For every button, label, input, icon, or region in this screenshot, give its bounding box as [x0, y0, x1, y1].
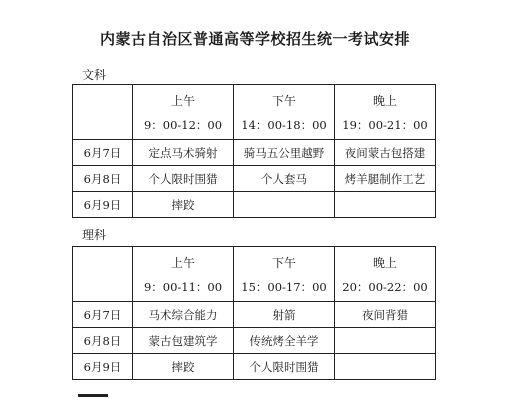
period-name: 晚上: [372, 255, 397, 270]
event-cell: [335, 328, 436, 354]
table-row: [73, 328, 436, 354]
event-cell: 夜间蒙古包搭建: [335, 140, 436, 166]
table-row: [73, 302, 436, 328]
event-cell: 夜间背猎: [335, 302, 436, 328]
period-header-afternoon: [234, 247, 335, 302]
table-row: [73, 140, 436, 166]
schedule-table-wenke: [72, 84, 436, 218]
date-cell: 6月9日: [73, 192, 133, 218]
event-cell: 马术综合能力: [133, 302, 234, 328]
period-header-evening: [335, 247, 436, 302]
corner-cell: [73, 85, 133, 140]
period-time: 20：00-22：00: [342, 279, 428, 294]
period-name: 上午: [170, 93, 195, 108]
event-cell: 定点马术骑射: [133, 140, 234, 166]
date-cell: 6月9日: [73, 354, 133, 380]
event-cell: [234, 192, 335, 218]
event-cell: 个人限时围猎: [234, 354, 335, 380]
date-cell: 6月7日: [73, 302, 133, 328]
corner-cell: [73, 247, 133, 302]
event-cell: 摔跤: [133, 192, 234, 218]
period-name: 下午: [271, 255, 296, 270]
date-cell: 6月8日: [73, 166, 133, 192]
period-time: 15：00-17：00: [241, 279, 327, 294]
period-time: 14：00-18：00: [241, 117, 327, 132]
event-cell: [335, 354, 436, 380]
table-row: [73, 166, 436, 192]
table-row: [73, 354, 436, 380]
event-cell: [335, 192, 436, 218]
period-header-afternoon: [234, 85, 335, 140]
period-name: 晚上: [372, 93, 397, 108]
period-time: 9：00-11：00: [143, 279, 223, 294]
event-cell: 射箭: [234, 302, 335, 328]
document-title: 内蒙古自治区普通高等学校招生统一考试安排: [99, 30, 410, 48]
period-name: 下午: [271, 93, 296, 108]
period-header-morning: [133, 85, 234, 140]
period-time: 9：00-12：00: [143, 117, 223, 132]
period-time: 19：00-21：00: [342, 117, 428, 132]
date-cell: 6月8日: [73, 328, 133, 354]
section-label-like: 理科: [82, 228, 107, 242]
event-cell: 烤羊腿制作工艺: [335, 166, 436, 192]
period-header-morning: [133, 247, 234, 302]
event-cell: 个人限时围猎: [133, 166, 234, 192]
event-cell: 传统烤全羊学: [234, 328, 335, 354]
event-cell: 摔跤: [133, 354, 234, 380]
event-cell: 个人套马: [234, 166, 335, 192]
section-label-wenke: 文科: [82, 68, 107, 82]
event-cell: 骑马五公里越野: [234, 140, 335, 166]
period-header-evening: [335, 85, 436, 140]
header-row: [73, 247, 436, 302]
schedule-table-like: [72, 246, 436, 380]
event-cell: 蒙古包建筑学: [133, 328, 234, 354]
header-row: [73, 85, 436, 140]
date-cell: 6月7日: [73, 140, 133, 166]
period-name: 上午: [170, 255, 195, 270]
table-row: [73, 192, 436, 218]
